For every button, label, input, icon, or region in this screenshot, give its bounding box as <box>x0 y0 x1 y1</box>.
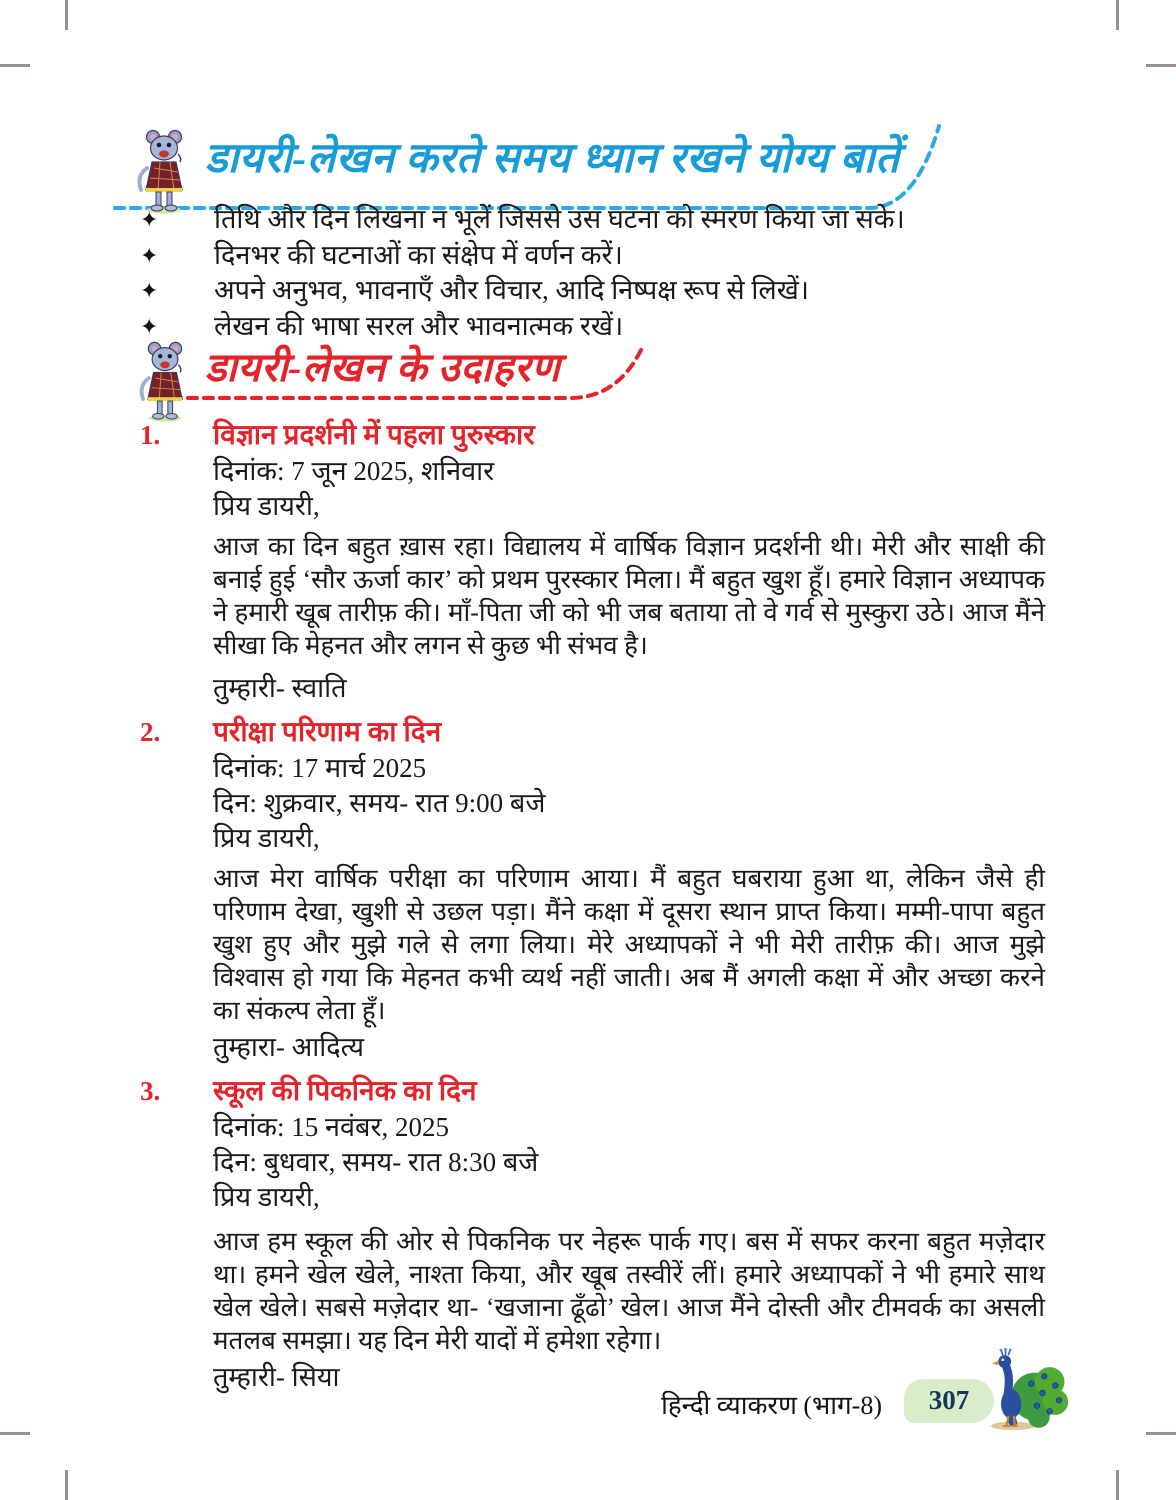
crop-mark <box>1116 1470 1119 1500</box>
entry-date: दिनांक: 7 जून 2025, शनिवार <box>213 456 495 486</box>
crop-mark <box>1146 1432 1176 1435</box>
tip-text: तिथि और दिन लिखना न भूलें जिससे उस घटना को स्मरण किया जा सके। <box>214 204 905 234</box>
entry-number: 1. <box>140 420 161 450</box>
tip-text: दिनभर की घटनाओं का संक्षेप में वर्णन करें। <box>214 239 623 270</box>
crop-mark <box>0 64 30 67</box>
mouse-mascot-icon <box>135 340 195 427</box>
crop-mark <box>65 0 68 30</box>
entry-title: परीक्षा परिणाम का दिन <box>213 717 442 748</box>
footer-book-title: हिन्दी व्याकरण (भाग-8) <box>661 1390 882 1420</box>
entry-text: आज का दिन बहुत ख़ास रहा। विद्यालय में वार्षिक विज्ञान प्रदर्शनी थी। मेरी और साक्षी की बनाई हुई ‘सौर ऊर्जा कार’ को प्रथम पुरस्कार मिला। मैं बहुत खुश हूँ। हमारे विज्ञान अध्यापक ने हमारी खूब तारीफ़ की। माँ-पिता जी को भी जब बताया तो वे गर्व से मुस्कुरा उठे। आज मैंने सीखा कि मेहनत और लगन से कुछ भी संभव है। <box>213 532 1045 660</box>
page-number: 307 <box>928 1385 970 1415</box>
entry-body <box>213 454 1045 705</box>
entry-head <box>140 1074 1045 1110</box>
entry-salutation: प्रिय डायरी, <box>213 823 320 853</box>
entry-number: 2. <box>140 717 161 747</box>
entry-head <box>140 418 1045 454</box>
tips-list <box>140 202 1060 344</box>
tip-item <box>140 202 1060 238</box>
page-footer <box>661 1362 1070 1439</box>
diamond-bullet-icon: ✦ <box>140 207 159 232</box>
section-header-examples <box>135 340 560 427</box>
entry-date: दिनांक: 17 मार्च 2025 <box>213 753 427 783</box>
entry-day-time: दिन: बुधवार, समय- रात 8:30 बजे <box>213 1147 539 1177</box>
section-title: डायरी-लेखन के उदाहरण <box>205 345 561 390</box>
diamond-bullet-icon: ✦ <box>140 278 159 303</box>
tip-item <box>140 273 1060 309</box>
entry-signoff: तुम्हारा- आदित्य <box>213 1032 365 1062</box>
entry-text: आज मेरा वार्षिक परीक्षा का परिणाम आया। मैं बहुत घबराया हुआ था, लेकिन जैसे ही परिणाम देखा, खुशी से उछल पड़ा। मैंने कक्षा में दूसरा स्थान प्राप्त किया। मम्मी-पापा बहुत खुश हुए और मुझे गले से लगा लिया। मेरे अध्यापकों ने भी मेरी तारीफ़ की। आज मुझे विश्वास हो गया कि मेहनत कभी व्यर्थ नहीं जाती। अब मैं अगली कक्षा में और अच्छा करने का संकल्प लेता हूँ। <box>213 864 1045 1025</box>
diary-entry-3 <box>140 1074 1045 1394</box>
crop-mark <box>65 1470 68 1500</box>
tip-item <box>140 238 1060 274</box>
entry-date: दिनांक: 15 नवंबर, 2025 <box>213 1112 450 1142</box>
entry-title: विज्ञान प्रदर्शनी में पहला पुरुस्कार <box>213 420 535 451</box>
entry-signoff: तुम्हारी- स्वाति <box>213 673 347 703</box>
entry-title: स्कूल की पिकनिक का दिन <box>213 1076 477 1107</box>
entry-salutation: प्रिय डायरी, <box>213 1182 320 1212</box>
peacock-icon <box>978 1348 1070 1439</box>
crop-mark <box>0 1432 30 1435</box>
tip-text: लेखन की भाषा सरल और भावनात्मक रखें। <box>214 310 624 341</box>
crop-mark <box>1146 64 1176 67</box>
tip-text: अपने अनुभव, भावनाएँ और विचार, आदि निष्पक्ष रूप से लिखें। <box>214 275 810 305</box>
section-title: डायरी-लेखन करते समय ध्यान रखने योग्य बातें <box>205 136 900 182</box>
entry-salutation: प्रिय डायरी, <box>213 491 320 521</box>
diary-entries <box>140 418 1045 1404</box>
diary-entry-1 <box>140 418 1045 705</box>
entry-text: आज हम स्कूल की ओर से पिकनिक पर नेहरू पार्क गए। बस में सफर करना बहुत मज़ेदार था। हमने खेल खेले, नाश्ता किया, और खूब तस्वीरें लीं। हमारे अध्यापकों ने भी हमारे साथ खेल खेले। सबसे मज़ेदार था- ‘खजाना ढूँढो’ खेल। आज मैंने दोस्ती और टीमवर्क का असली मतलब समझा। यह दिन मेरी यादों में हमेशा रहेगा। <box>213 1227 1045 1355</box>
entry-number: 3. <box>140 1076 161 1106</box>
entry-body <box>213 1110 1045 1394</box>
crop-mark <box>1116 0 1119 30</box>
diamond-bullet-icon: ✦ <box>140 242 159 268</box>
entry-signoff: तुम्हारी- सिया <box>213 1362 340 1392</box>
diary-entry-2 <box>140 715 1045 1064</box>
tip-item <box>140 309 1060 345</box>
entry-day-time: दिन: शुक्रवार, समय- रात 9:00 बजे <box>213 788 546 818</box>
entry-body <box>213 751 1045 1064</box>
entry-head <box>140 715 1045 751</box>
diamond-bullet-icon: ✦ <box>140 313 159 339</box>
